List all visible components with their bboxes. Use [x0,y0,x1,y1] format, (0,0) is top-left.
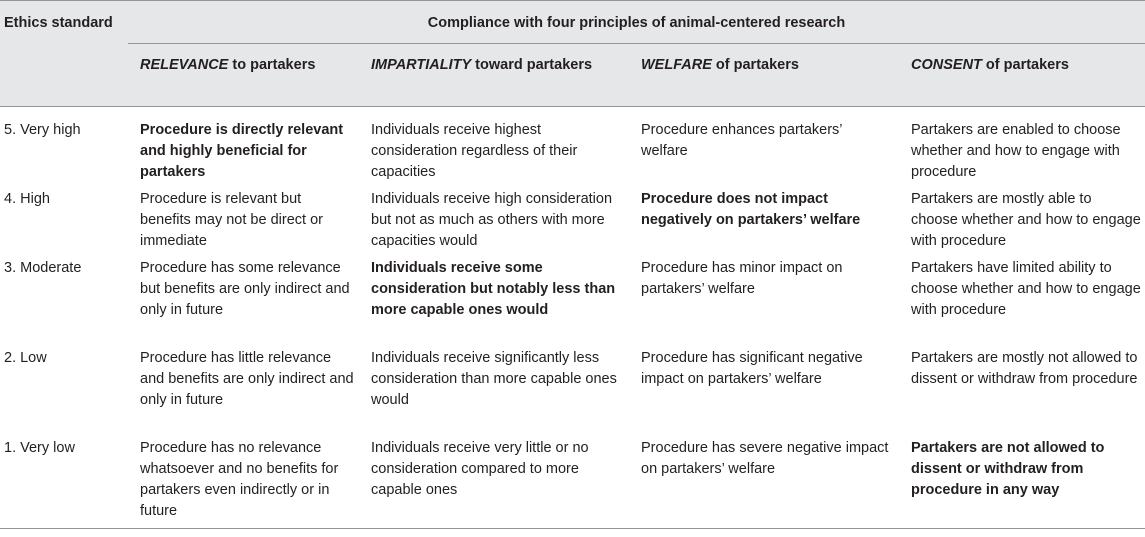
cell-consent-moderate: Partakers have limited ability to choose whether and how to engage with procedure [911,260,1141,318]
row-standard-low: 2. Low [4,350,47,366]
cell-welfare-low: Procedure has significant negative impact on partakers’ welfare [641,350,863,387]
cell-consent-very-low: Partakers are not allowed to dissent or withdraw from procedure in any way [911,440,1105,498]
column-header-consent-rest: of partakers [981,57,1069,73]
column-header-consent [911,55,1141,76]
cell-welfare-high: Procedure does not impact negatively on partakers’ welfare [641,191,861,228]
header-bottom-rule [0,106,1145,107]
header-group-title: Compliance with four principles of animal-centered research [427,15,846,31]
column-header-relevance [140,55,355,76]
cell-consent-very-high: Partakers are enabled to choose whether and how to engage with procedure [911,122,1121,180]
row-standard-moderate: 3. Moderate [4,260,82,276]
cell-consent-high: Partakers are mostly able to choose whether and how to engage with procedure [911,191,1141,249]
cell-impartiality-low: Individuals receive significantly less consideration than more capable ones would [371,350,617,408]
cell-impartiality-very-high: Individuals receive highest consideration regardless of their capacities [371,122,578,180]
cell-impartiality-moderate: Individuals receive some consideration but notably less than more capable ones would [371,260,616,318]
header-ethics-standard: Ethics standard [4,15,113,31]
column-header-consent-em: CONSENT [911,57,982,73]
column-header-welfare-em: WELFARE [641,57,712,73]
cell-relevance-very-low: Procedure has no relevance whatsoever and no benefits for partakers even indirectly or in future [140,440,339,519]
cell-relevance-very-high: Procedure is directly relevant and highly beneficial for partakers [140,122,344,180]
column-header-relevance-rest: to partakers [228,57,316,73]
column-header-welfare-rest: of partakers [711,57,799,73]
cell-consent-low: Partakers are mostly not allowed to dissent or withdraw from procedure [911,350,1138,387]
table-bottom-rule [0,528,1145,529]
row-standard-high: 4. High [4,191,50,207]
table-top-rule [0,0,1145,1]
column-header-impartiality [371,55,621,76]
column-header-impartiality-rest: toward partakers [471,57,593,73]
cell-impartiality-very-low: Individuals receive very little or no consideration compared to more capable ones [371,440,589,498]
column-header-impartiality-em: IMPARTIALITY [371,57,472,73]
cell-relevance-moderate: Procedure has some relevance but benefits are only indirect and only in future [140,260,350,318]
column-header-welfare [641,55,891,76]
cell-welfare-very-low: Procedure has severe negative impact on partakers’ welfare [641,440,889,477]
cell-relevance-high: Procedure is relevant but benefits may not be direct or immediate [140,191,323,249]
row-standard-very-low: 1. Very low [4,440,75,456]
row-standard-very-high: 5. Very high [4,122,81,138]
cell-impartiality-high: Individuals receive high consideration but not as much as others with more capacities would [371,191,613,249]
column-header-relevance-em: RELEVANCE [140,57,229,73]
cell-relevance-low: Procedure has little relevance and benefits are only indirect and only in future [140,350,354,408]
cell-welfare-very-high: Procedure enhances partakers’ welfare [641,122,842,159]
cell-welfare-moderate: Procedure has minor impact on partakers’ welfare [641,260,843,297]
header-group-rule [128,43,1145,44]
